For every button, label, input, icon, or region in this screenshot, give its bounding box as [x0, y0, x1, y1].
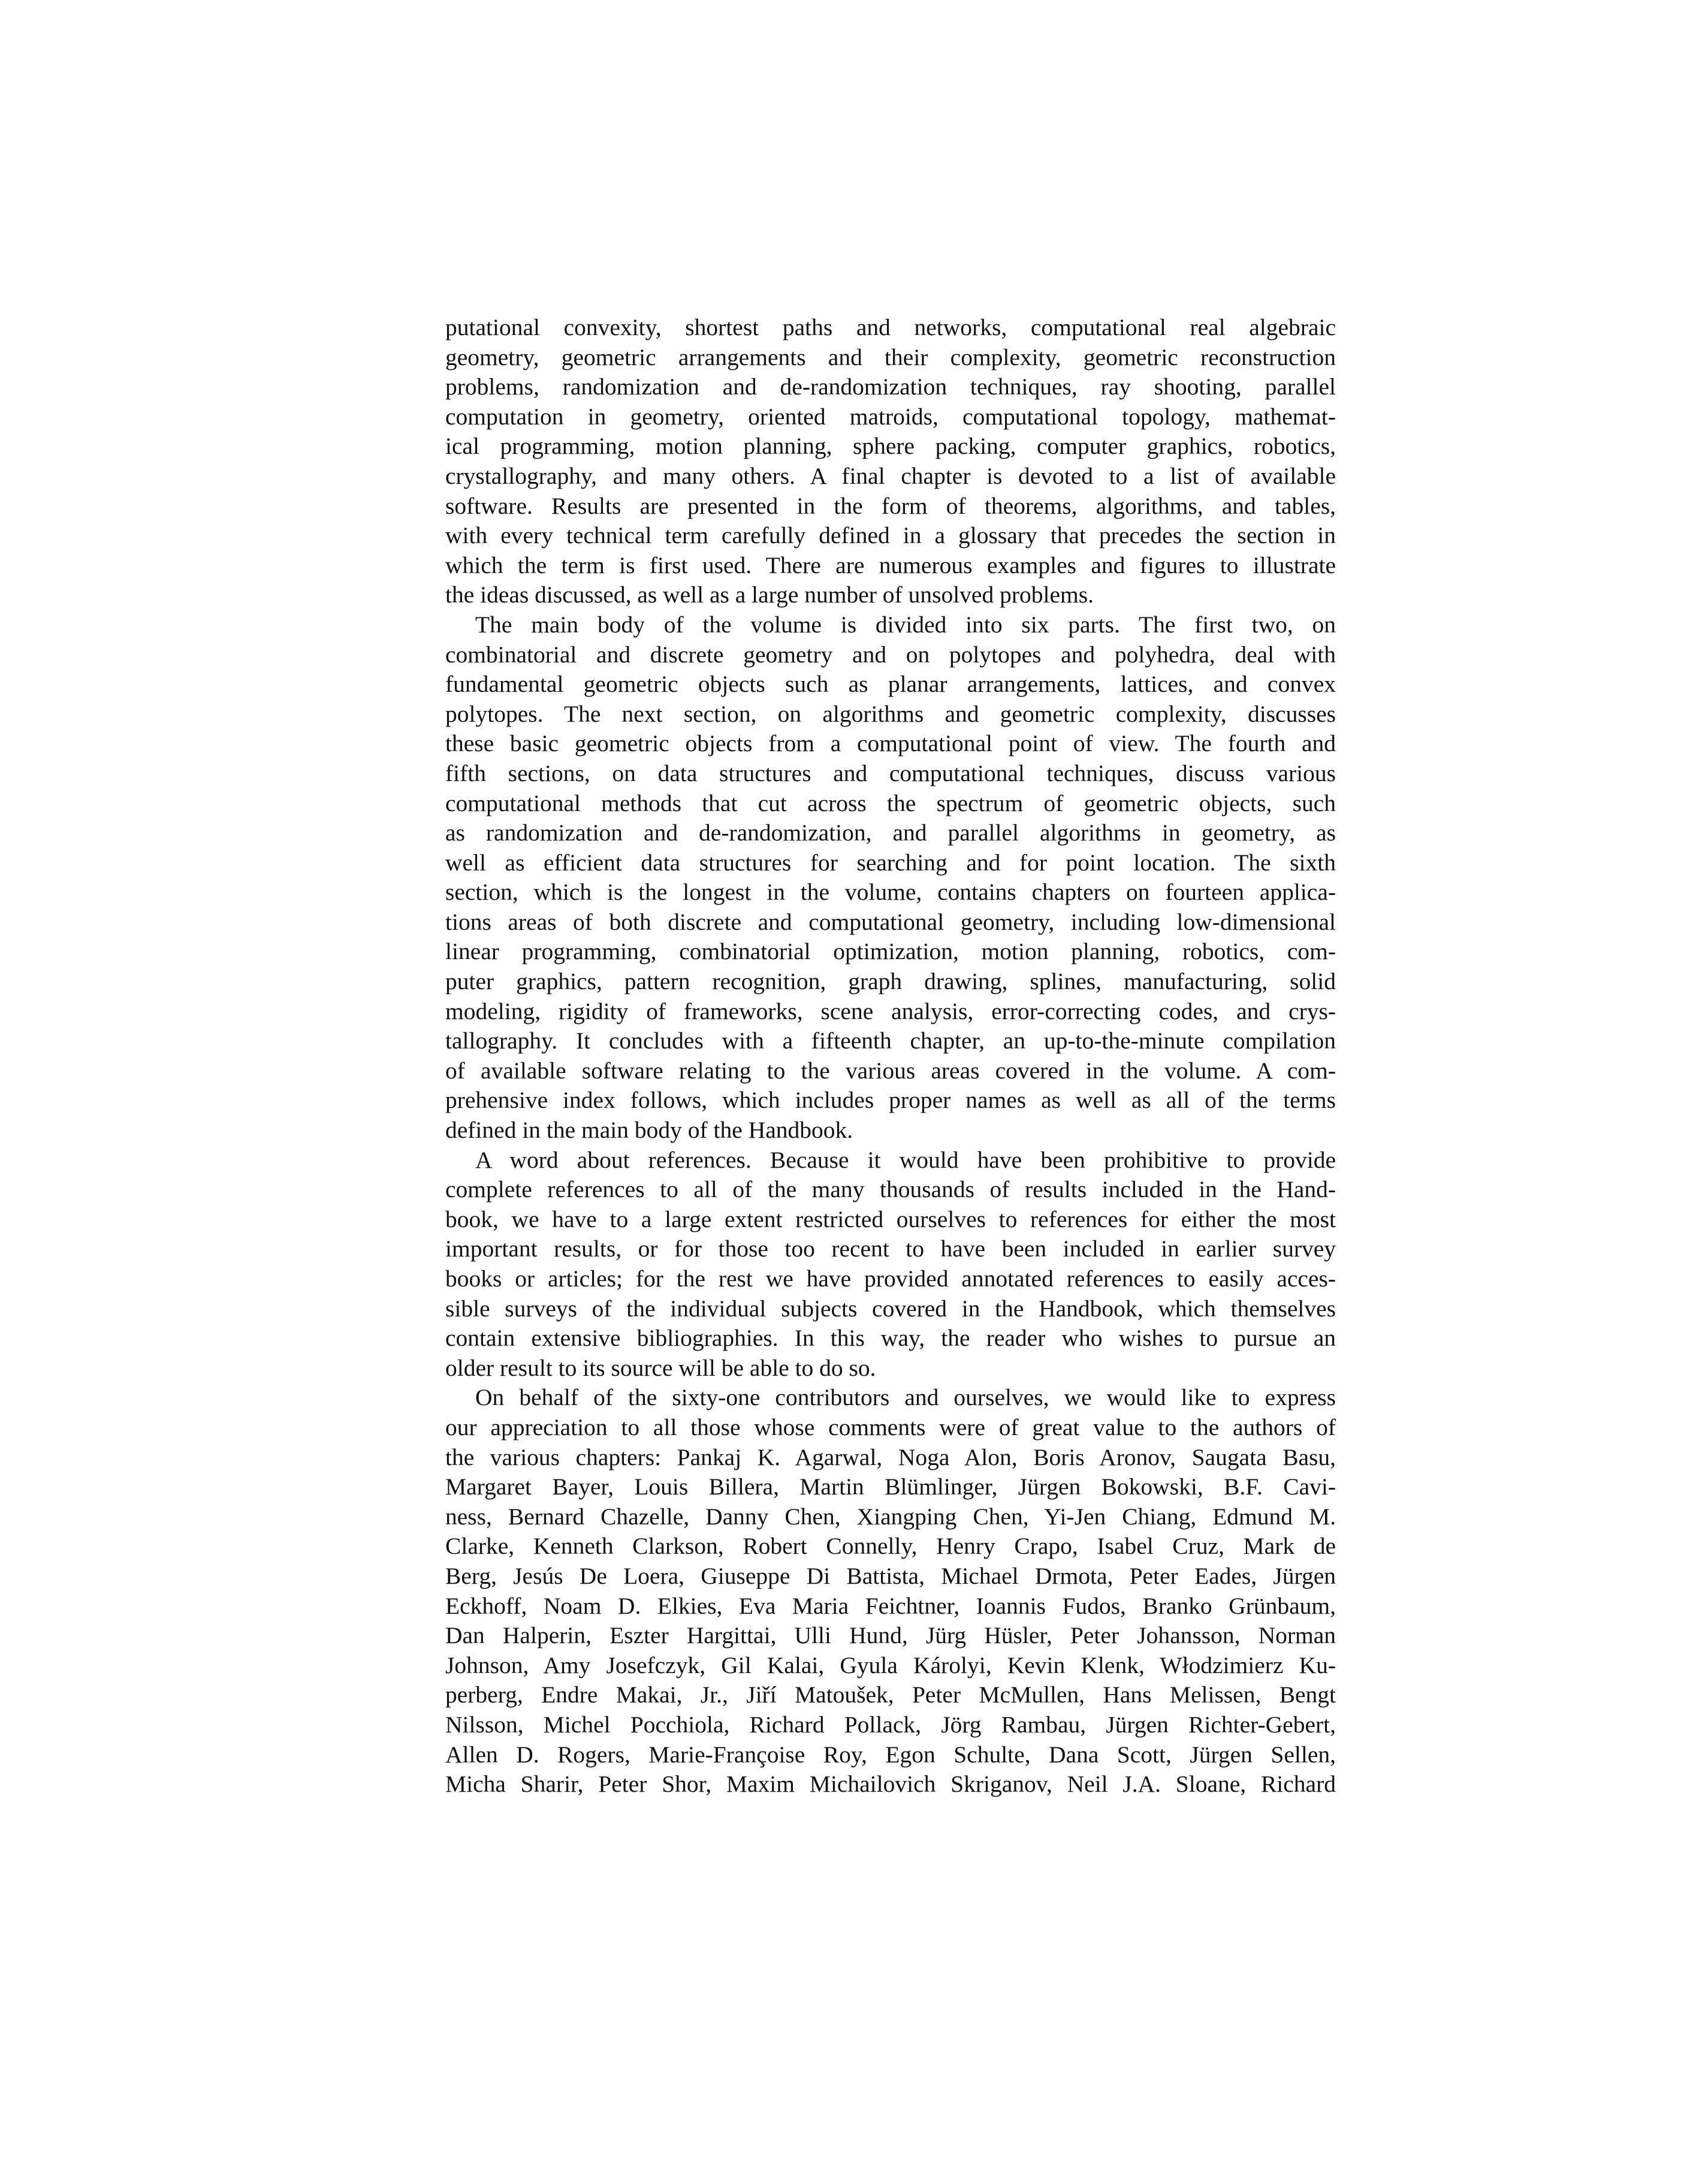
text-line: puter graphics, pattern recognition, graph drawing, splines, manufacturing, solid — [445, 968, 1336, 995]
text-line: prehensive index follows, which includes proper names as well as all of the terms — [445, 1087, 1336, 1114]
text-line: Berg, Jesús De Loera, Giuseppe Di Battista, Michael Drmota, Peter Eades, Jürgen — [445, 1562, 1336, 1589]
text-line: polytopes. The next section, on algorithms and geometric complexity, discusses — [445, 700, 1336, 727]
text-line: tallography. It concludes with a fifteenth chapter, an up-to-the-minute compilation — [445, 1027, 1336, 1054]
text-line: Clarke, Kenneth Clarkson, Robert Connelly, Henry Crapo, Isabel Cruz, Mark de — [445, 1533, 1336, 1560]
text-line: Micha Sharir, Peter Shor, Maxim Michailovich Skriganov, Neil J.A. Sloane, Richard — [445, 1771, 1336, 1798]
text-line: fundamental geometric objects such as planar arrangements, lattices, and convex — [445, 671, 1336, 698]
paragraph — [445, 313, 1336, 610]
text-line: the various chapters: Pankaj K. Agarwal, Noga Alon, Boris Aronov, Saugata Basu, — [445, 1443, 1336, 1470]
text-line: as randomization and de-randomization, and parallel algorithms in geometry, as — [445, 819, 1336, 846]
text-line: putational convexity, shortest paths and networks, computational real algebraic — [445, 314, 1336, 340]
text-line: important results, or for those too recent to have been included in earlier survey — [445, 1235, 1336, 1262]
text-line: Eckhoff, Noam D. Elkies, Eva Maria Feichtner, Ioannis Fudos, Branko Grünbaum, — [445, 1592, 1336, 1619]
text-line: software. Results are presented in the form of theorems, algorithms, and tables, — [445, 492, 1336, 519]
text-line: our appreciation to all those whose comments were of great value to the authors of — [445, 1413, 1336, 1440]
paragraph — [445, 1383, 1336, 1799]
paragraph — [445, 1146, 1336, 1384]
text-line: combinatorial and discrete geometry and on polytopes and polyhedra, deal with — [445, 641, 1336, 668]
text-line: The main body of the volume is divided into six parts. The first two, on — [475, 611, 1336, 638]
text-line: book, we have to a large extent restricted ourselves to references for either the most — [445, 1205, 1336, 1232]
text-line: problems, randomization and de-randomization techniques, ray shooting, parallel — [445, 373, 1336, 400]
text-line: computational methods that cut across the spectrum of geometric objects, such — [445, 789, 1336, 816]
document-page — [445, 313, 1336, 1800]
text-line: of available software relating to the various areas covered in the volume. A com- — [445, 1057, 1336, 1084]
text-line: Margaret Bayer, Louis Billera, Martin Blümlinger, Jürgen Bokowski, B.F. Cavi- — [445, 1473, 1336, 1500]
text-line: sible surveys of the individual subjects covered in the Handbook, which themselves — [445, 1295, 1336, 1322]
text-line: well as efficient data structures for searching and for point location. The sixth — [445, 849, 1336, 876]
text-line: these basic geometric objects from a computational point of view. The fourth and — [445, 730, 1336, 757]
text-line: A word about references. Because it would have been prohibitive to provide — [475, 1146, 1336, 1173]
text-line: perberg, Endre Makai, Jr., Jiří Matoušek, Peter McMullen, Hans Melissen, Bengt — [445, 1681, 1336, 1708]
text-line: with every technical term carefully defined in a glossary that precedes the section in — [445, 522, 1336, 549]
text-line: Dan Halperin, Eszter Hargittai, Ulli Hund, Jürg Hüsler, Peter Johansson, Norman — [445, 1622, 1336, 1649]
text-line: the ideas discussed, as well as a large number of unsolved problems. — [445, 581, 1094, 608]
text-line: older result to its source will be able to do so. — [445, 1354, 876, 1381]
text-line: geometry, geometric arrangements and their complexity, geometric reconstruction — [445, 343, 1336, 370]
text-line: which the term is first used. There are numerous examples and figures to illustrate — [445, 551, 1336, 578]
text-line: books or articles; for the rest we have provided annotated references to easily acces- — [445, 1265, 1336, 1292]
text-line: complete references to all of the many thousands of results included in the Hand- — [445, 1176, 1336, 1203]
text-line: computation in geometry, oriented matroids, computational topology, mathemat- — [445, 403, 1336, 430]
text-line: Allen D. Rogers, Marie-Françoise Roy, Egon Schulte, Dana Scott, Jürgen Sellen, — [445, 1741, 1336, 1768]
text-line: Nilsson, Michel Pocchiola, Richard Pollack, Jörg Rambau, Jürgen Richter-Gebert, — [445, 1711, 1336, 1738]
text-line: section, which is the longest in the volume, contains chapters on fourteen applica- — [445, 879, 1336, 906]
text-line: ness, Bernard Chazelle, Danny Chen, Xiangping Chen, Yi-Jen Chiang, Edmund M. — [445, 1503, 1336, 1530]
text-line: tions areas of both discrete and computational geometry, including low-dimensional — [445, 908, 1336, 935]
text-line: ical programming, motion planning, sphere packing, computer graphics, robotics, — [445, 433, 1336, 460]
text-line: crystallography, and many others. A final chapter is devoted to a list of available — [445, 462, 1336, 489]
text-line: linear programming, combinatorial optimization, motion planning, robotics, com- — [445, 938, 1336, 965]
text-line: Johnson, Amy Josefczyk, Gil Kalai, Gyula Károlyi, Kevin Klenk, Włodzimierz Ku- — [445, 1651, 1336, 1678]
text-line: On behalf of the sixty-one contributors and ourselves, we would like to express — [475, 1384, 1336, 1411]
paragraph — [445, 610, 1336, 1146]
text-line: contain extensive bibliographies. In this way, the reader who wishes to pursue an — [445, 1325, 1336, 1352]
text-line: defined in the main body of the Handbook. — [445, 1117, 853, 1144]
text-line: modeling, rigidity of frameworks, scene analysis, error-correcting codes, and crys- — [445, 997, 1336, 1024]
text-line: fifth sections, on data structures and computational techniques, discuss various — [445, 759, 1336, 786]
